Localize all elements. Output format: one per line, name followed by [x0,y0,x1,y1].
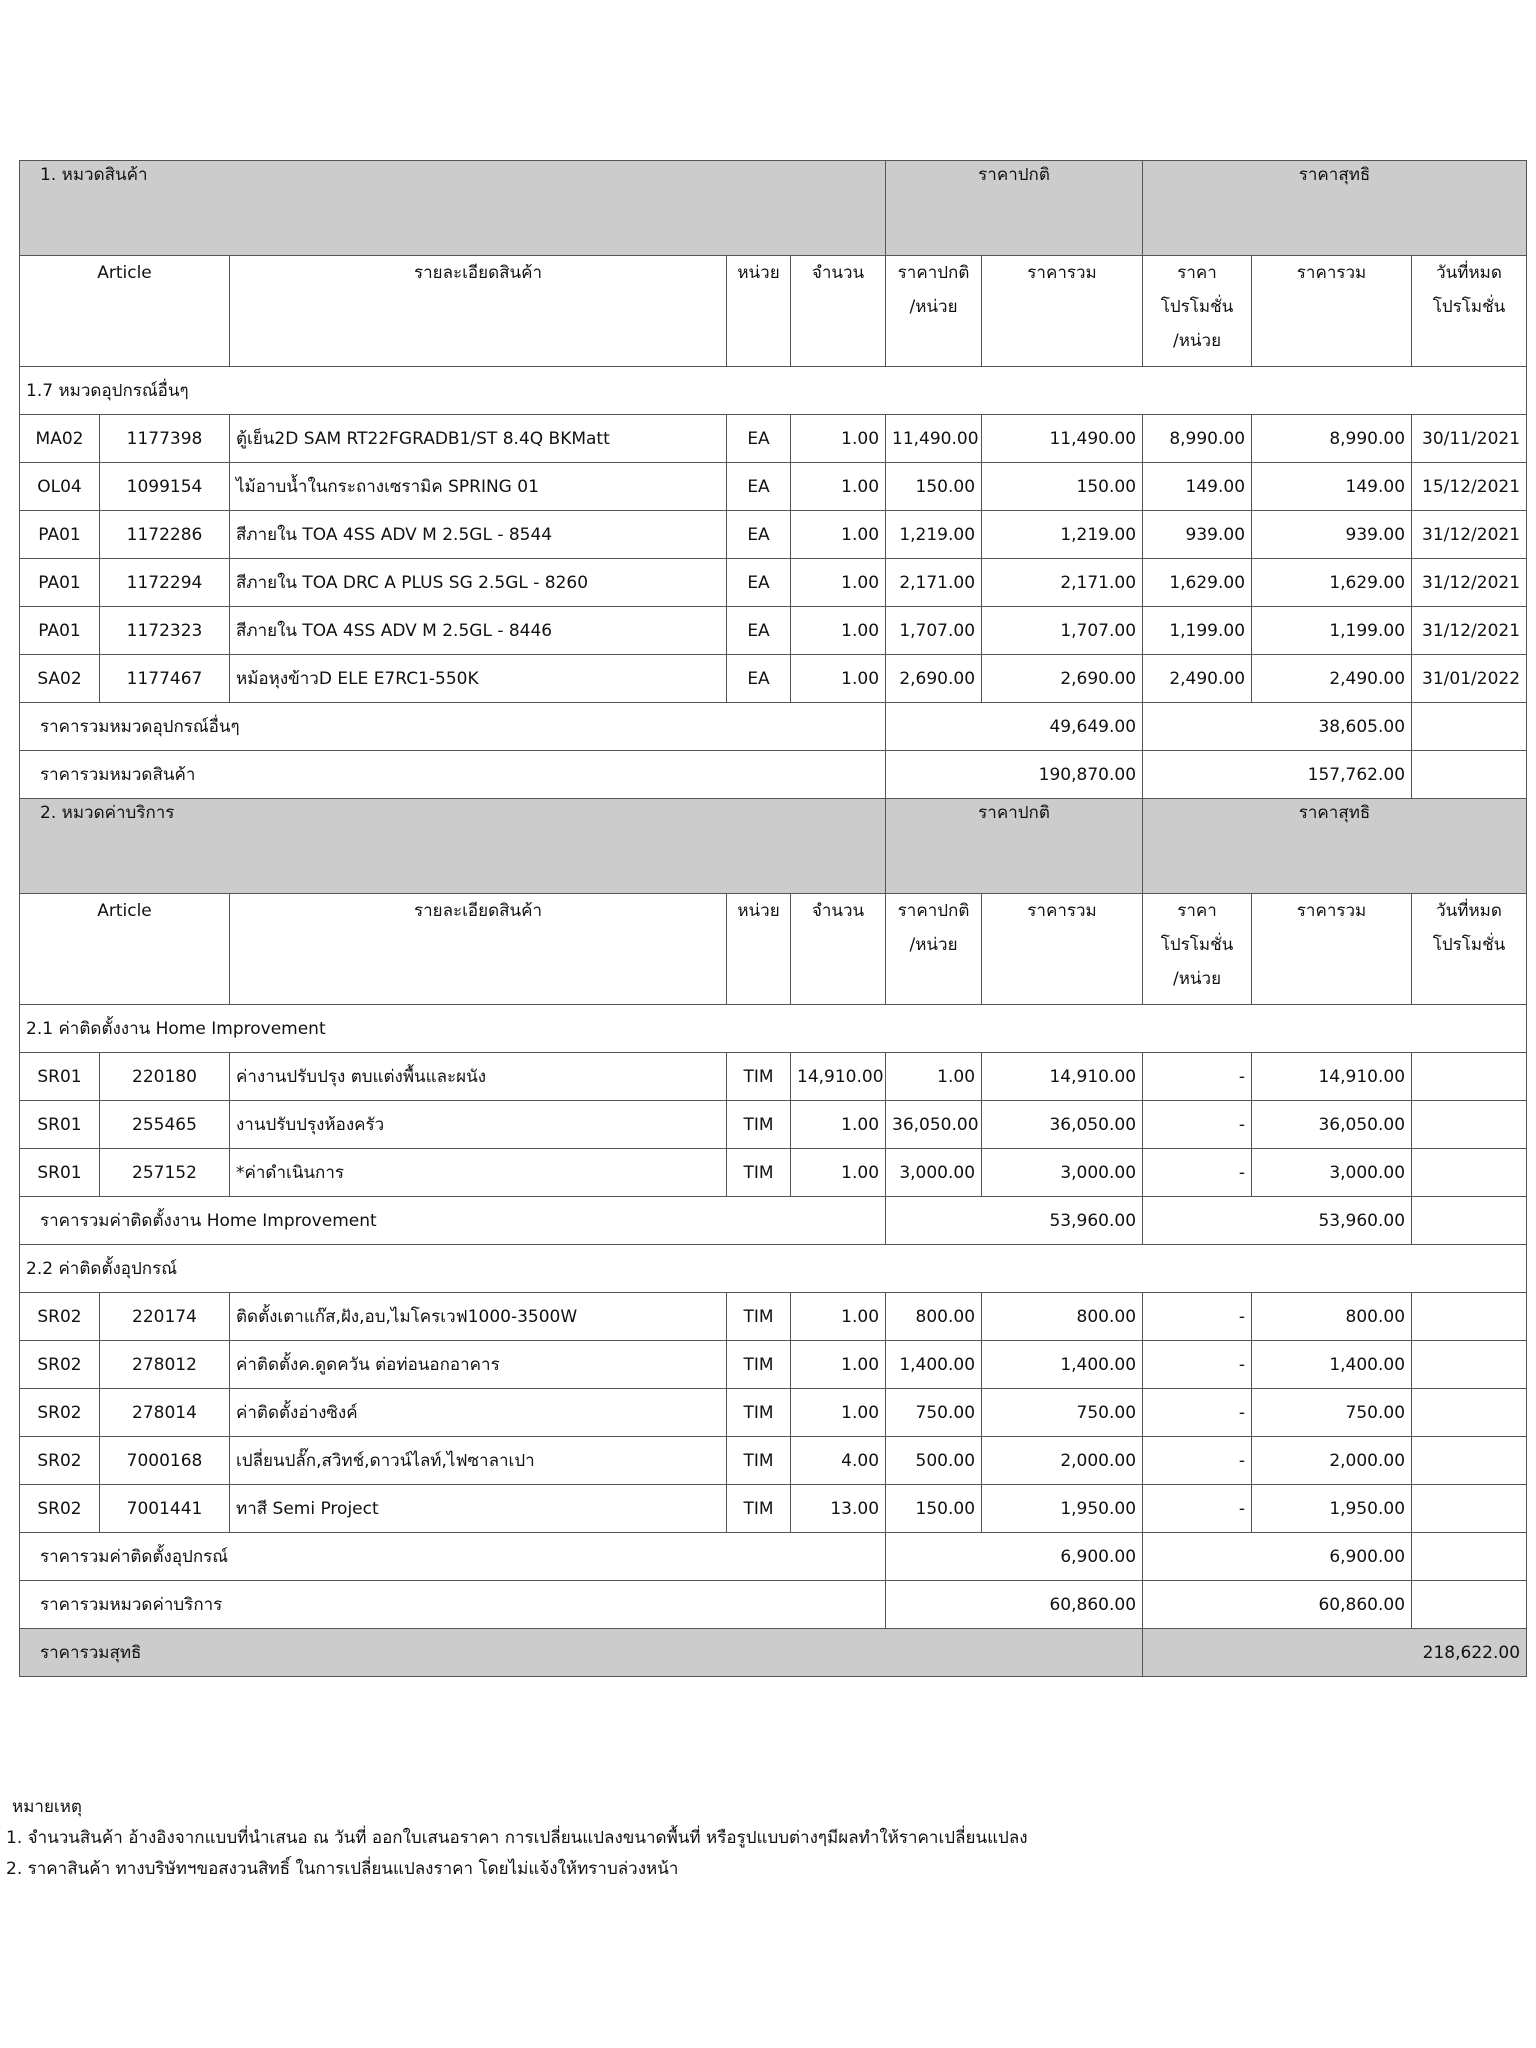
column-header-article: Article [20,894,230,1005]
column-header-promo-end [1412,256,1527,367]
column-header-line: /หน่วย [1172,969,1222,989]
subgroup-total-row [20,1533,1527,1581]
cell-article: 257152 [100,1149,230,1197]
cell-total: 3,000.00 [982,1149,1143,1197]
cell-total: 1,219.00 [982,511,1143,559]
column-header-total: ราคารวม [982,894,1143,1005]
table-row [20,1485,1527,1533]
section-total-label: ราคารวมหมวดสินค้า [20,751,886,799]
cell-unit: EA [727,655,791,703]
cell-promo-price: 2,490.00 [1143,655,1252,703]
cell-article: 1172323 [100,607,230,655]
cell-unit: EA [727,511,791,559]
cell-unit-price: 3,000.00 [886,1149,982,1197]
column-header-promo-price [1143,894,1252,1005]
cell-promo-price: 1,629.00 [1143,559,1252,607]
cell-desc: ติดตั้งเตาแก๊ส,ฝัง,อบ,ไมโครเวฟ1000-3500W [230,1293,727,1341]
cell-promo-price: - [1143,1485,1252,1533]
cell-desc: ตู้เย็น2D SAM RT22FGRADB1/ST 8.4Q BKMatt [230,415,727,463]
cell-unit-price: 1,219.00 [886,511,982,559]
cell-promo-price: 939.00 [1143,511,1252,559]
cell-unit-price: 150.00 [886,1485,982,1533]
cell-article: 255465 [100,1101,230,1149]
cell-code: SR02 [20,1437,100,1485]
grand-total-row [20,1629,1527,1677]
column-header-unit: หน่วย [727,894,791,1005]
subgroup-title: 2.1 ค่าติดตั้งงาน Home Improvement [20,1005,1527,1053]
cell-promo-price: - [1143,1389,1252,1437]
cell-article: 1172286 [100,511,230,559]
cell-article: 1099154 [100,463,230,511]
cell-qty: 4.00 [791,1437,886,1485]
subgroup-title: 2.2 ค่าติดตั้งอุปกรณ์ [20,1245,1527,1293]
cell-unit: TIM [727,1053,791,1101]
cell-code: SR02 [20,1389,100,1437]
cell-unit: EA [727,607,791,655]
cell-total: 36,050.00 [982,1101,1143,1149]
cell-promo-end [1412,1149,1527,1197]
cell-unit: TIM [727,1485,791,1533]
subgroup-total-normal: 53,960.00 [886,1197,1143,1245]
cell-total: 750.00 [982,1389,1143,1437]
cell-unit: TIM [727,1341,791,1389]
note-line: 2. ราคาสินค้า ทางบริษัทฯขอสงวนสิทธิ์ ในการเปลี่ยนแปลงราคา โดยไม่แจ้งให้ทราบล่วงหน้า [6,1859,679,1879]
cell-desc: สีภายใน TOA DRC A PLUS SG 2.5GL - 8260 [230,559,727,607]
cell-unit-price: 1.00 [886,1053,982,1101]
cell-net-total: 750.00 [1252,1389,1412,1437]
cell-promo-price: - [1143,1437,1252,1485]
cell-promo-end [1412,1053,1527,1101]
cell-net-total: 36,050.00 [1252,1101,1412,1149]
cell-article: 278014 [100,1389,230,1437]
table-row [20,1437,1527,1485]
cell-promo-end [1412,1293,1527,1341]
column-header-net-total: ราคารวม [1252,894,1412,1005]
column-header-desc: รายละเอียดสินค้า [230,894,727,1005]
column-header-row [20,256,1527,367]
cell-qty: 1.00 [791,1389,886,1437]
empty-cell [1412,703,1527,751]
cell-total: 800.00 [982,1293,1143,1341]
column-header-unit-price [886,894,982,1005]
subgroup-total-normal: 6,900.00 [886,1533,1143,1581]
grand-total-value: 218,622.00 [1143,1629,1527,1677]
column-header-line: /หน่วย [909,297,958,317]
empty-cell [1412,1581,1527,1629]
column-header-line: วันที่หมด [1436,263,1502,283]
section-total-label: ราคารวมหมวดค่าบริการ [20,1581,886,1629]
cell-code: SR01 [20,1053,100,1101]
cell-code: SR02 [20,1341,100,1389]
table-row [20,1053,1527,1101]
column-header-net-total: ราคารวม [1252,256,1412,367]
section-header [20,799,1527,894]
cell-code: SR01 [20,1101,100,1149]
subgroup-header [20,367,1527,415]
cell-unit-price: 11,490.00 [886,415,982,463]
cell-unit-price: 750.00 [886,1389,982,1437]
cell-total: 11,490.00 [982,415,1143,463]
cell-total: 1,950.00 [982,1485,1143,1533]
cell-article: 7001441 [100,1485,230,1533]
column-header-line: โปรโมชั่น [1432,297,1506,317]
section-price-net-header: ราคาสุทธิ [1143,161,1527,256]
cell-article: 220180 [100,1053,230,1101]
column-header-line: โปรโมชั่น [1432,935,1506,955]
column-header-total: ราคารวม [982,256,1143,367]
table-row [20,415,1527,463]
cell-desc: เปลี่ยนปลั๊ก,สวิทช์,ดาวน์ไลท์,ไฟซาลาเปา [230,1437,727,1485]
empty-cell [1412,1197,1527,1245]
table-row [20,655,1527,703]
cell-promo-price: - [1143,1053,1252,1101]
cell-qty: 1.00 [791,1293,886,1341]
table-row [20,463,1527,511]
cell-unit-price: 150.00 [886,463,982,511]
table-row [20,559,1527,607]
notes-title: หมายเหตุ [12,1797,82,1817]
cell-code: SR02 [20,1293,100,1341]
subgroup-header [20,1005,1527,1053]
section-total-net: 157,762.00 [1143,751,1412,799]
subgroup-total-net: 38,605.00 [1143,703,1412,751]
column-header-line: ราคา [1177,263,1217,283]
cell-total: 150.00 [982,463,1143,511]
cell-net-total: 1,199.00 [1252,607,1412,655]
cell-qty: 14,910.00 [791,1053,886,1101]
table-row [20,1149,1527,1197]
column-header-line: /หน่วย [1172,331,1222,351]
cell-unit: TIM [727,1437,791,1485]
cell-qty: 1.00 [791,415,886,463]
table-row [20,1341,1527,1389]
table-row [20,1389,1527,1437]
cell-qty: 1.00 [791,607,886,655]
cell-promo-price: 1,199.00 [1143,607,1252,655]
cell-unit-price: 1,400.00 [886,1341,982,1389]
subgroup-total-label: ราคารวมค่าติดตั้งอุปกรณ์ [20,1533,886,1581]
cell-total: 1,707.00 [982,607,1143,655]
subgroup-total-label: ราคารวมค่าติดตั้งงาน Home Improvement [20,1197,886,1245]
cell-unit: TIM [727,1389,791,1437]
cell-article: 278012 [100,1341,230,1389]
cell-promo-end [1412,1341,1527,1389]
cell-code: SR02 [20,1485,100,1533]
column-header-line: โปรโมชั่น [1160,297,1234,317]
column-header-line: โปรโมชั่น [1160,935,1234,955]
cell-qty: 1.00 [791,1149,886,1197]
section-total-normal: 60,860.00 [886,1581,1143,1629]
empty-cell [1412,751,1527,799]
cell-desc: ค่างานปรับปรุง ตบแต่งพื้นและผนัง [230,1053,727,1101]
cell-promo-end: 31/12/2021 [1412,559,1527,607]
cell-article: 1177398 [100,415,230,463]
cell-unit: TIM [727,1101,791,1149]
cell-promo-price: - [1143,1101,1252,1149]
column-header-line: ราคา [1177,901,1217,921]
subgroup-header [20,1245,1527,1293]
column-header-row [20,894,1527,1005]
section-header [20,161,1527,256]
cell-code: SR01 [20,1149,100,1197]
subgroup-total-row [20,1197,1527,1245]
cell-promo-end: 30/11/2021 [1412,415,1527,463]
cell-promo-end: 31/12/2021 [1412,607,1527,655]
cell-qty: 1.00 [791,559,886,607]
cell-promo-end [1412,1437,1527,1485]
subgroup-total-label: ราคารวมหมวดอุปกรณ์อื่นๆ [20,703,886,751]
section-price-net-header: ราคาสุทธิ [1143,799,1527,894]
empty-cell [1412,1533,1527,1581]
cell-unit: EA [727,415,791,463]
cell-unit: EA [727,559,791,607]
grand-total-label: ราคารวมสุทธิ [20,1629,1143,1677]
cell-net-total: 800.00 [1252,1293,1412,1341]
table-row [20,1101,1527,1149]
column-header-promo-price [1143,256,1252,367]
quotation-body [20,161,1527,1677]
cell-qty: 1.00 [791,1341,886,1389]
cell-unit-price: 36,050.00 [886,1101,982,1149]
cell-unit: TIM [727,1149,791,1197]
cell-total: 2,690.00 [982,655,1143,703]
cell-unit: TIM [727,1293,791,1341]
section-total-net: 60,860.00 [1143,1581,1412,1629]
column-header-qty: จำนวน [791,256,886,367]
cell-qty: 1.00 [791,655,886,703]
cell-promo-end [1412,1101,1527,1149]
cell-desc: สีภายใน TOA 4SS ADV M 2.5GL - 8544 [230,511,727,559]
cell-qty: 1.00 [791,1101,886,1149]
column-header-promo-end [1412,894,1527,1005]
cell-article: 7000168 [100,1437,230,1485]
cell-promo-price: - [1143,1341,1252,1389]
cell-net-total: 3,000.00 [1252,1149,1412,1197]
cell-total: 2,000.00 [982,1437,1143,1485]
quotation-table [19,160,1527,1677]
cell-promo-end: 15/12/2021 [1412,463,1527,511]
cell-qty: 1.00 [791,463,886,511]
cell-desc: หม้อหุงข้าวD ELE E7RC1-550K [230,655,727,703]
section-price-normal-header: ราคาปกติ [886,799,1143,894]
subgroup-total-net: 6,900.00 [1143,1533,1412,1581]
cell-desc: ทาสี Semi Project [230,1485,727,1533]
cell-unit-price: 500.00 [886,1437,982,1485]
cell-net-total: 939.00 [1252,511,1412,559]
section-title: 1. หมวดสินค้า [20,161,886,256]
cell-code: SA02 [20,655,100,703]
column-header-unit-price [886,256,982,367]
cell-desc: งานปรับปรุงห้องครัว [230,1101,727,1149]
cell-article: 220174 [100,1293,230,1341]
table-row [20,1293,1527,1341]
cell-unit: EA [727,463,791,511]
cell-net-total: 1,400.00 [1252,1341,1412,1389]
cell-promo-price: 8,990.00 [1143,415,1252,463]
cell-desc: ค่าติดตั้งอ่างซิงค์ [230,1389,727,1437]
cell-unit-price: 2,171.00 [886,559,982,607]
cell-net-total: 2,490.00 [1252,655,1412,703]
cell-code: OL04 [20,463,100,511]
cell-promo-end [1412,1485,1527,1533]
cell-code: PA01 [20,559,100,607]
cell-net-total: 149.00 [1252,463,1412,511]
section-total-normal: 190,870.00 [886,751,1143,799]
subgroup-title: 1.7 หมวดอุปกรณ์อื่นๆ [20,367,1527,415]
cell-qty: 13.00 [791,1485,886,1533]
table-row [20,511,1527,559]
column-header-article: Article [20,256,230,367]
cell-total: 2,171.00 [982,559,1143,607]
cell-promo-price: - [1143,1149,1252,1197]
cell-promo-end: 31/12/2021 [1412,511,1527,559]
column-header-line: วันที่หมด [1436,901,1502,921]
cell-desc: *ค่าดำเนินการ [230,1149,727,1197]
section-price-normal-header: ราคาปกติ [886,161,1143,256]
cell-promo-price: 149.00 [1143,463,1252,511]
section-total-row [20,1581,1527,1629]
section-total-row [20,751,1527,799]
column-header-unit: หน่วย [727,256,791,367]
cell-promo-price: - [1143,1293,1252,1341]
cell-desc: ไม้อาบน้ำในกระถางเซรามิค SPRING 01 [230,463,727,511]
column-header-line: ราคาปกติ [897,263,970,283]
cell-article: 1177467 [100,655,230,703]
cell-code: PA01 [20,607,100,655]
cell-total: 14,910.00 [982,1053,1143,1101]
notes [6,1792,1028,1885]
subgroup-total-normal: 49,649.00 [886,703,1143,751]
cell-net-total: 14,910.00 [1252,1053,1412,1101]
cell-net-total: 1,629.00 [1252,559,1412,607]
subgroup-total-net: 53,960.00 [1143,1197,1412,1245]
subgroup-total-row [20,703,1527,751]
column-header-line: /หน่วย [909,935,958,955]
cell-unit-price: 1,707.00 [886,607,982,655]
cell-promo-end: 31/01/2022 [1412,655,1527,703]
cell-article: 1172294 [100,559,230,607]
section-title: 2. หมวดค่าบริการ [20,799,886,894]
cell-total: 1,400.00 [982,1341,1143,1389]
cell-code: PA01 [20,511,100,559]
table-row [20,607,1527,655]
column-header-qty: จำนวน [791,894,886,1005]
cell-code: MA02 [20,415,100,463]
column-header-line: ราคาปกติ [897,901,970,921]
note-line: 1. จำนวนสินค้า อ้างอิงจากแบบที่นำเสนอ ณ วันที่ ออกใบเสนอราคา การเปลี่ยนแปลงขนาดพื้นที่ หรือรูปแบบต่างๆมีผลทำให้ราคาเปลี่ยนแปลง [6,1828,1028,1848]
cell-desc: สีภายใน TOA 4SS ADV M 2.5GL - 8446 [230,607,727,655]
cell-desc: ค่าติดตั้งค.ดูดควัน ต่อท่อนอกอาคาร [230,1341,727,1389]
column-header-desc: รายละเอียดสินค้า [230,256,727,367]
cell-unit-price: 2,690.00 [886,655,982,703]
cell-promo-end [1412,1389,1527,1437]
cell-unit-price: 800.00 [886,1293,982,1341]
cell-net-total: 8,990.00 [1252,415,1412,463]
cell-net-total: 2,000.00 [1252,1437,1412,1485]
cell-qty: 1.00 [791,511,886,559]
cell-net-total: 1,950.00 [1252,1485,1412,1533]
